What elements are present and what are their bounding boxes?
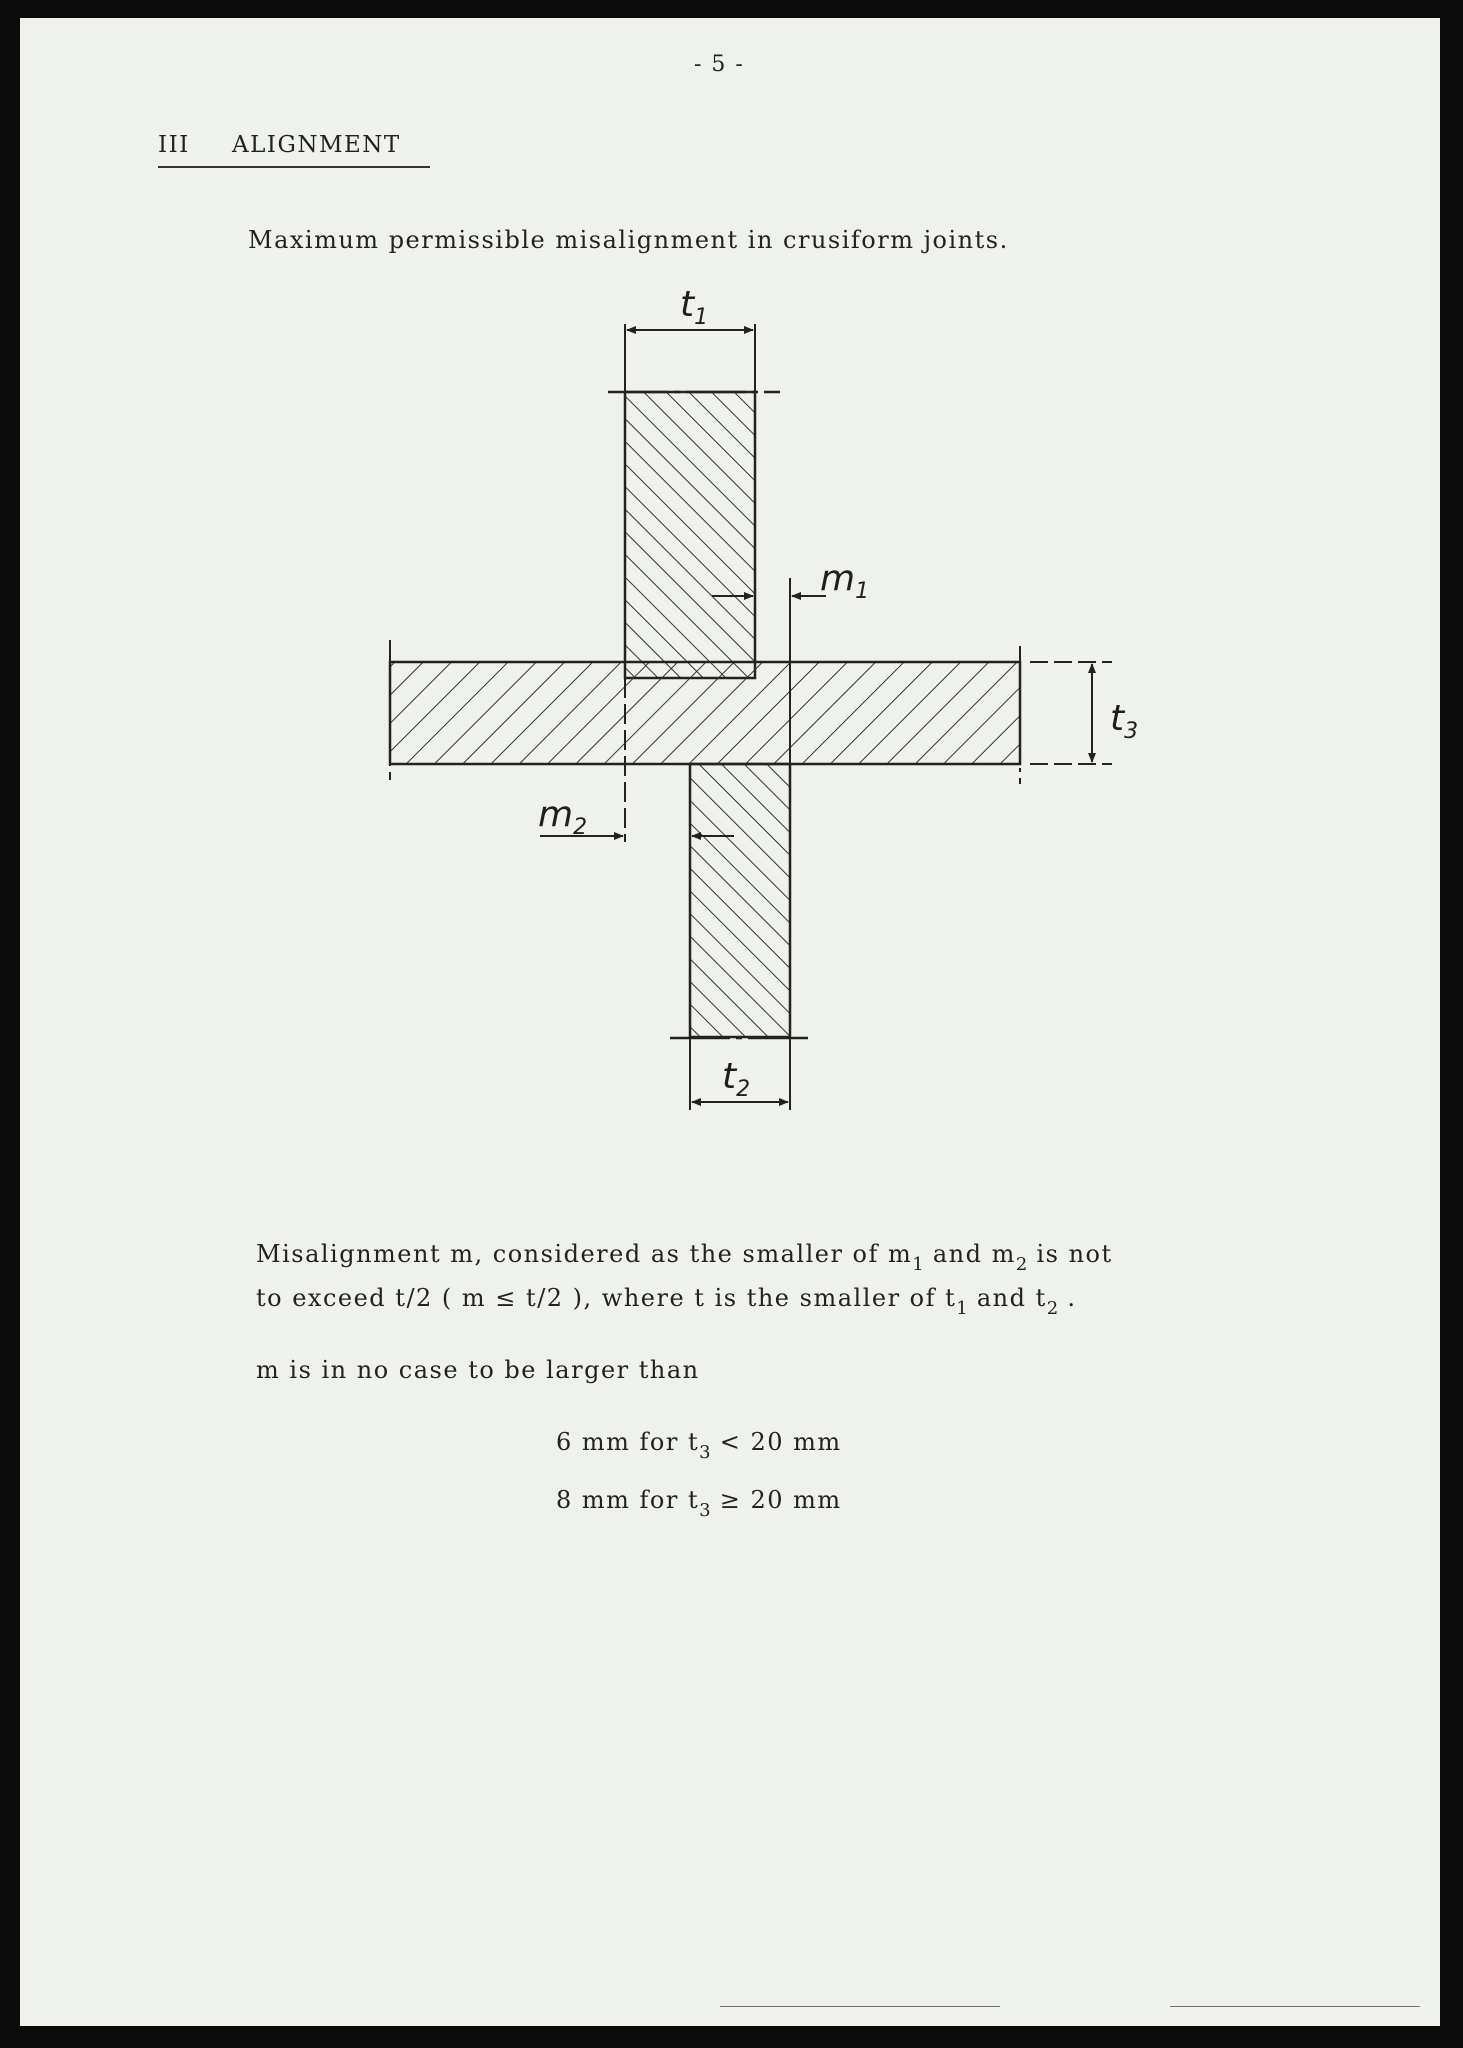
cruciform-joint-diagram xyxy=(20,18,1440,1158)
limit-2-text-b: ≥ 20 mm xyxy=(710,1486,842,1514)
paragraph-1-line-1-text: Misalignment m, considered as the smaller of m xyxy=(256,1240,913,1268)
lower-plate-t2 xyxy=(690,764,790,1037)
paragraph-1-line-1 xyxy=(256,1240,1113,1275)
m2-subscript: 2 xyxy=(1015,1254,1028,1275)
limit-2-subscript: 3 xyxy=(699,1500,711,1521)
limit-2-text: 8 mm for t xyxy=(556,1486,700,1514)
paragraph-1-line-1-text-b: and m xyxy=(923,1240,1016,1268)
footer-rule-right xyxy=(1170,2006,1420,2007)
t2-subscript: 2 xyxy=(1046,1298,1059,1319)
t2-label: $t_2$ xyxy=(722,1056,751,1102)
paragraph-1-line-2-text-c: . xyxy=(1058,1284,1077,1312)
page-number: - 5 - xyxy=(694,52,745,77)
footer-rule-left xyxy=(720,2006,1000,2007)
limit-line-1 xyxy=(556,1428,842,1463)
upper-plate-t1 xyxy=(625,392,755,678)
t1-subscript: 1 xyxy=(956,1298,968,1319)
paragraph-1-line-2 xyxy=(256,1284,1077,1319)
section-number: III xyxy=(158,132,190,158)
section-title: ALIGNMENT xyxy=(232,132,401,158)
horizontal-plate-t3 xyxy=(390,662,1020,764)
limit-1-text-b: < 20 mm xyxy=(710,1428,842,1456)
document-page xyxy=(20,18,1440,2026)
m1-subscript: 1 xyxy=(912,1254,924,1275)
t3-label: $t_3$ xyxy=(1110,698,1139,744)
limit-line-2 xyxy=(556,1486,842,1521)
t1-label: $t_1$ xyxy=(680,284,709,330)
paragraph-1-line-2-text: to exceed t/2 ( m ≤ t/2 ), where t is the smaller of t xyxy=(256,1284,957,1312)
m1-label: $m_1$ xyxy=(820,558,870,604)
limit-1-subscript: 3 xyxy=(699,1442,711,1463)
paragraph-1-line-2-text-b: and t xyxy=(967,1284,1047,1312)
figure-caption: Maximum permissible misalignment in crusiform joints. xyxy=(248,226,1009,254)
paragraph-2: m is in no case to be larger than xyxy=(256,1356,700,1384)
m2-label: $m_2$ xyxy=(538,794,588,840)
paragraph-1-line-1-text-c: is not xyxy=(1027,1240,1113,1268)
limit-1-text: 6 mm for t xyxy=(556,1428,700,1456)
